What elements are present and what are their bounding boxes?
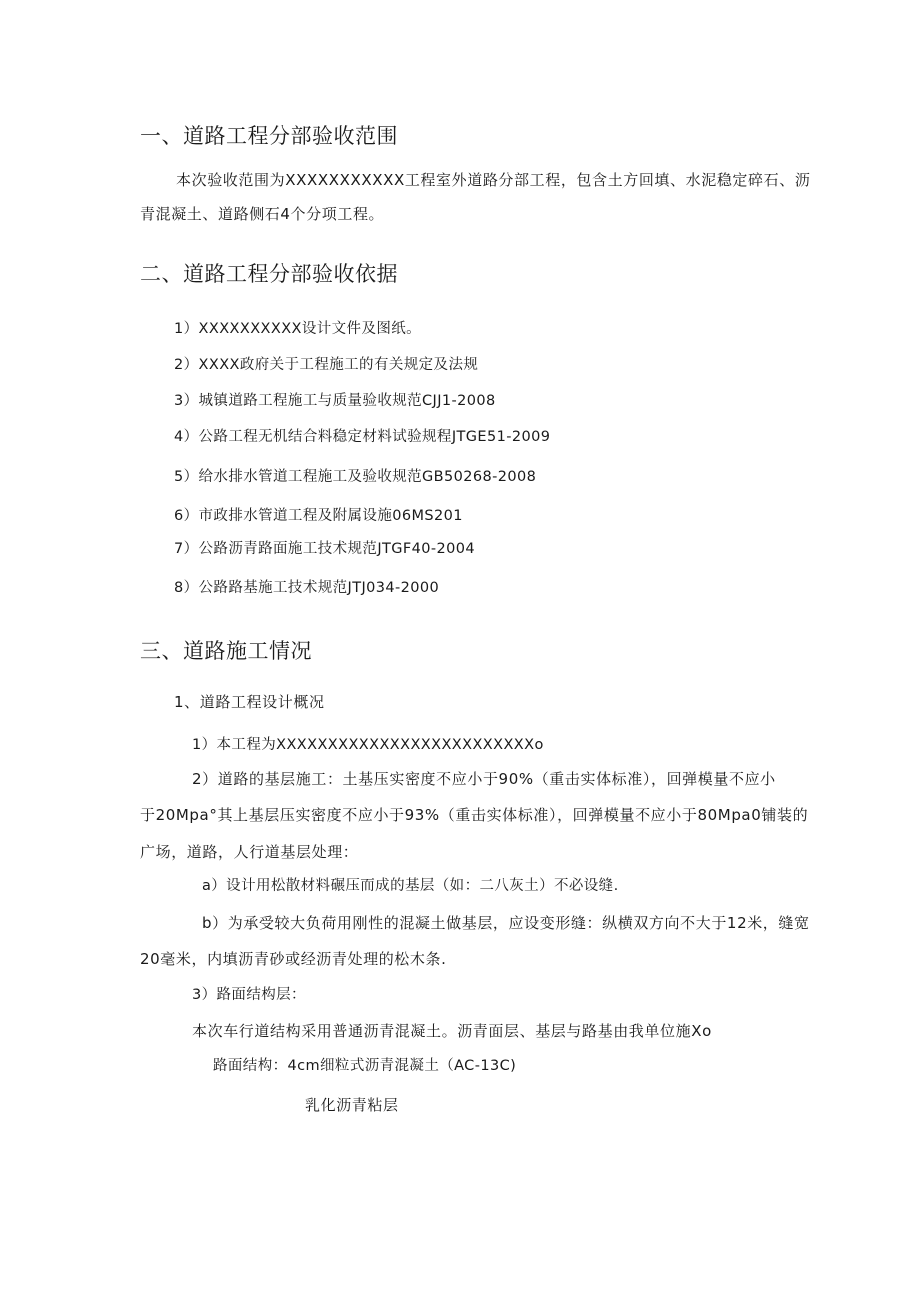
- design-line-1: 1）本工程为XXXXXXXXXXXXXXXXXXXXXXXXXo: [192, 737, 544, 753]
- basis-item-7: 7）公路沥青路面施工技术规范JTGF40-2004: [174, 541, 476, 557]
- section-3-heading: 三、道路施工情况: [140, 639, 312, 663]
- section-1-heading: 一、道路工程分部验收范围: [140, 124, 398, 148]
- design-line-a: a）设计用松散材料碾压而成的基层（如：二八灰土）不必设缝.: [202, 878, 619, 894]
- basis-item-5: 5）给水排水管道工程施工及验收规范GB50268-2008: [174, 469, 537, 485]
- basis-item-6: 6）市政排水管道工程及附属设施06MS201: [174, 508, 463, 524]
- design-line-2b: 于20Mpa°其上基层压实密度不应小于93%（重击实体标准），回弹模量不应小于80Mpa0铺装的: [140, 806, 809, 824]
- pavement-structure-heading: 3）路面结构层：: [192, 987, 306, 1003]
- design-line-2c: 广场，道路，人行道基层处理：: [140, 843, 359, 861]
- design-line-b2: 20毫米，内填沥青砂或经沥青处理的松木条.: [140, 950, 447, 968]
- section-1-paragraph-line-2: 青混凝土、道路侧石4个分项工程。: [140, 205, 385, 223]
- design-line-b1: b）为承受较大负荷用刚性的混凝土做基层，应设变形缝：纵横双方向不大于12米，缝宽: [202, 914, 810, 932]
- pavement-structure-layer-2: 乳化沥青粘层: [305, 1096, 399, 1114]
- pavement-structure-layer-1: 路面结构：4cm细粒式沥青混凝土（AC-13C): [213, 1058, 517, 1074]
- basis-item-2: 2）XXXX政府关于工程施工的有关规定及法规: [174, 357, 479, 373]
- section-1-paragraph-line-1: 本次验收范围为XXXXXXXXXXX工程室外道路分部工程，包含土方回填、水泥稳定碎石、沥: [176, 171, 811, 189]
- pavement-structure-description: 本次车行道结构采用普通沥青混凝土。沥青面层、基层与路基由我单位施Xo: [192, 1022, 712, 1040]
- basis-item-4: 4）公路工程无机结合料稳定材料试验规程JTGE51-2009: [174, 429, 551, 445]
- design-line-2a: 2）道路的基层施工：土基压实密度不应小于90%（重击实体标准），回弹模量不应小: [192, 770, 776, 788]
- basis-item-8: 8）公路路基施工技术规范JTJ034-2000: [174, 580, 440, 596]
- basis-item-1: 1）XXXXXXXXXX设计文件及图纸。: [174, 321, 422, 337]
- basis-item-3: 3）城镇道路工程施工与质量验收规范CJJ1-2008: [174, 393, 496, 409]
- section-2-heading: 二、道路工程分部验收依据: [140, 262, 398, 286]
- design-overview-subheading: 1、道路工程设计概况: [174, 693, 325, 711]
